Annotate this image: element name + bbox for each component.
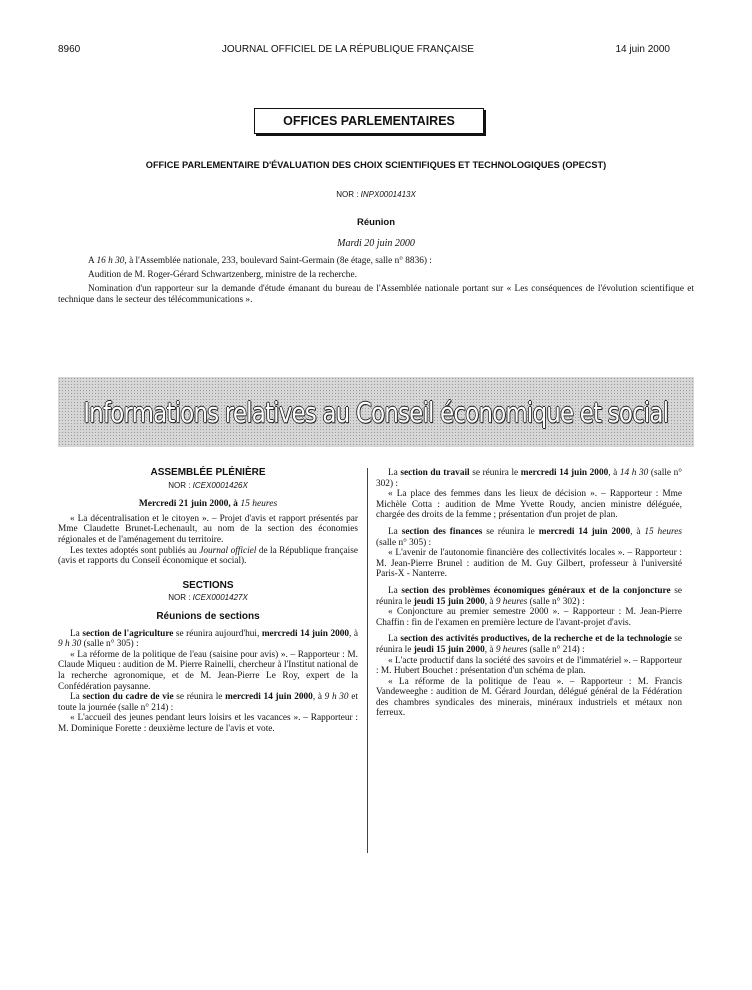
reunion-paragraph-3: Nomination d'un rapporteur sur la demande d'étude émanant du bureau de l'Assemblée nationale portant sur « Les conséquences de l'évolution scientifique et technique dans le secteur des télécommunications ».	[58, 284, 694, 305]
section-cadre-de-vie-intro: La section du cadre de vie se réunira le mercredi 14 juin 2000, à 9 h 30 et toute la journée (salle n° 214) :	[58, 692, 358, 713]
section-cadre-de-vie-text: « L'accueil des jeunes pendant leurs loisirs et les vacances ». – Rapporteur : M. Dominique Forette : deuxième lecture de l'avis et vote.	[58, 713, 358, 734]
page-header	[58, 44, 670, 55]
journal-title: JOURNAL OFFICIEL DE LA RÉPUBLIQUE FRANÇAISE	[221, 44, 474, 55]
section-finances-intro: La section des finances se réunira le mercredi 14 juin 2000, à 15 heures (salle n° 305) :	[376, 526, 682, 548]
ces-banner	[58, 377, 694, 447]
assemblee-pleniere-heading: ASSEMBLÉE PLÉNIÈRE	[150, 467, 266, 478]
offices-box-title: OFFICES PARLEMENTAIRES	[254, 108, 484, 134]
reunions-sections-heading: Réunions de sections	[156, 610, 260, 622]
section-finances-text: « L'avenir de l'autonomie financière des collectivités locales ». – Rapporteur : M. Jean-Pierre Brunel : audition de M. Guy Gilbert, professeur à l'université Paris-X - Nanterre.	[376, 548, 682, 580]
section-activites-productives-text-2: « La réforme de la politique de l'eau ». – Rapporteur : M. Francis Vandeweeghe : audition de M. Gérard Jourdan, délégué général de la Fédération des chambres syndicales des minerais, minéraux industriels et métaux non ferreux.	[376, 676, 682, 719]
right-column	[376, 468, 682, 719]
pleniere-paragraph: « La décentralisation et le citoyen ». – Projet d'avis et rapport présentés par Mme Claudette Brunet-Lechenault, au nom de la section des économies régionales et de l'aménagement du territoire.	[58, 513, 358, 545]
section-conjoncture-text: « Conjoncture au premier semestre 2000 ». – Rapporteur : M. Jean-Pierre Chaffin : fin de l'examen en première lecture de l'avant-projet d'avis.	[376, 607, 682, 628]
opecst-title: OFFICE PARLEMENTAIRE D'ÉVALUATION DES CHOIX SCIENTIFIQUES ET TECHNOLOGIQUES (OPECST)	[145, 160, 607, 170]
nor-pleniere: NOR : ICEX0001426X	[168, 480, 248, 490]
section-activites-productives-text-1: « L'acte productif dans la société des savoirs et de l'immatériel ». – Rapporteur : M. Hubert Bouchet : présentation d'un schéma de plan.	[376, 655, 682, 677]
section-travail-intro: La section du travail se réunira le mercredi 14 juin 2000, à 14 h 30 (salle n° 302) :	[376, 468, 683, 489]
sections-heading: SECTIONS	[182, 579, 234, 591]
section-activites-productives-intro: La section des activités productives, de la recherche et de la technologie se réunira le jeudi 15 juin 2000, à 9 heures (salle n° 214) :	[376, 634, 682, 655]
opecst-nor: NOR : INPX0001413X	[336, 190, 416, 199]
pleniere-date: Mercredi 21 juin 2000, à 15 heures	[138, 499, 278, 510]
section-conjoncture-intro: La section des problèmes économiques généraux et de la conjoncture se réunira le jeudi 15 juin 2000, à 9 heures (salle n° 302) :	[376, 585, 682, 607]
reunion-date: Mardi 20 juin 2000	[337, 238, 415, 249]
section-agriculture-text: « La réforme de la politique de l'eau (saisine pour avis) ». – Rapporteur : M. Claude Miqueu : audition de M. Pierre Rainelli, chercheur à l'Institut national de la recherche agronomique, et de M. Jean-Pierre Le Roy, expert de la Confédération paysanne.	[58, 649, 358, 692]
reunion-paragraph-2: Audition de M. Roger-Gérard Schwartzenberg, ministre de la recherche.	[88, 270, 357, 280]
reunion-paragraph-1: A 16 h 30, à l'Assemblée nationale, 233, boulevard Saint-Germain (8e étage, salle n° 8836) :	[88, 256, 432, 266]
nor-sections: NOR : ICEX0001427X	[168, 593, 248, 603]
section-agriculture-intro: La section de l'agriculture se réunira aujourd'hui, mercredi 14 juin 2000, à 9 h 30 (salle n° 305) :	[58, 628, 359, 650]
column-divider	[367, 468, 368, 853]
textes-adoptes-paragraph: Les textes adoptés sont publiés au Journal officiel de la République française (avis et rapports du Conseil économique et social).	[58, 545, 358, 567]
ces-banner-title: Informations relatives au Conseil économique et social	[83, 395, 669, 429]
issue-date: 14 juin 2000	[615, 44, 670, 55]
reunion-heading: Réunion	[357, 217, 395, 228]
page-number: 8960	[58, 44, 81, 55]
left-column	[58, 468, 358, 734]
section-travail-text: « La place des femmes dans les lieux de décision ». – Rapporteur : Mme Michèle Cotta : audition de Mme Yvette Roudy, ancien ministre déléguée, chargée des droits de la femme ; présentation d'un projet de plan.	[376, 489, 682, 521]
